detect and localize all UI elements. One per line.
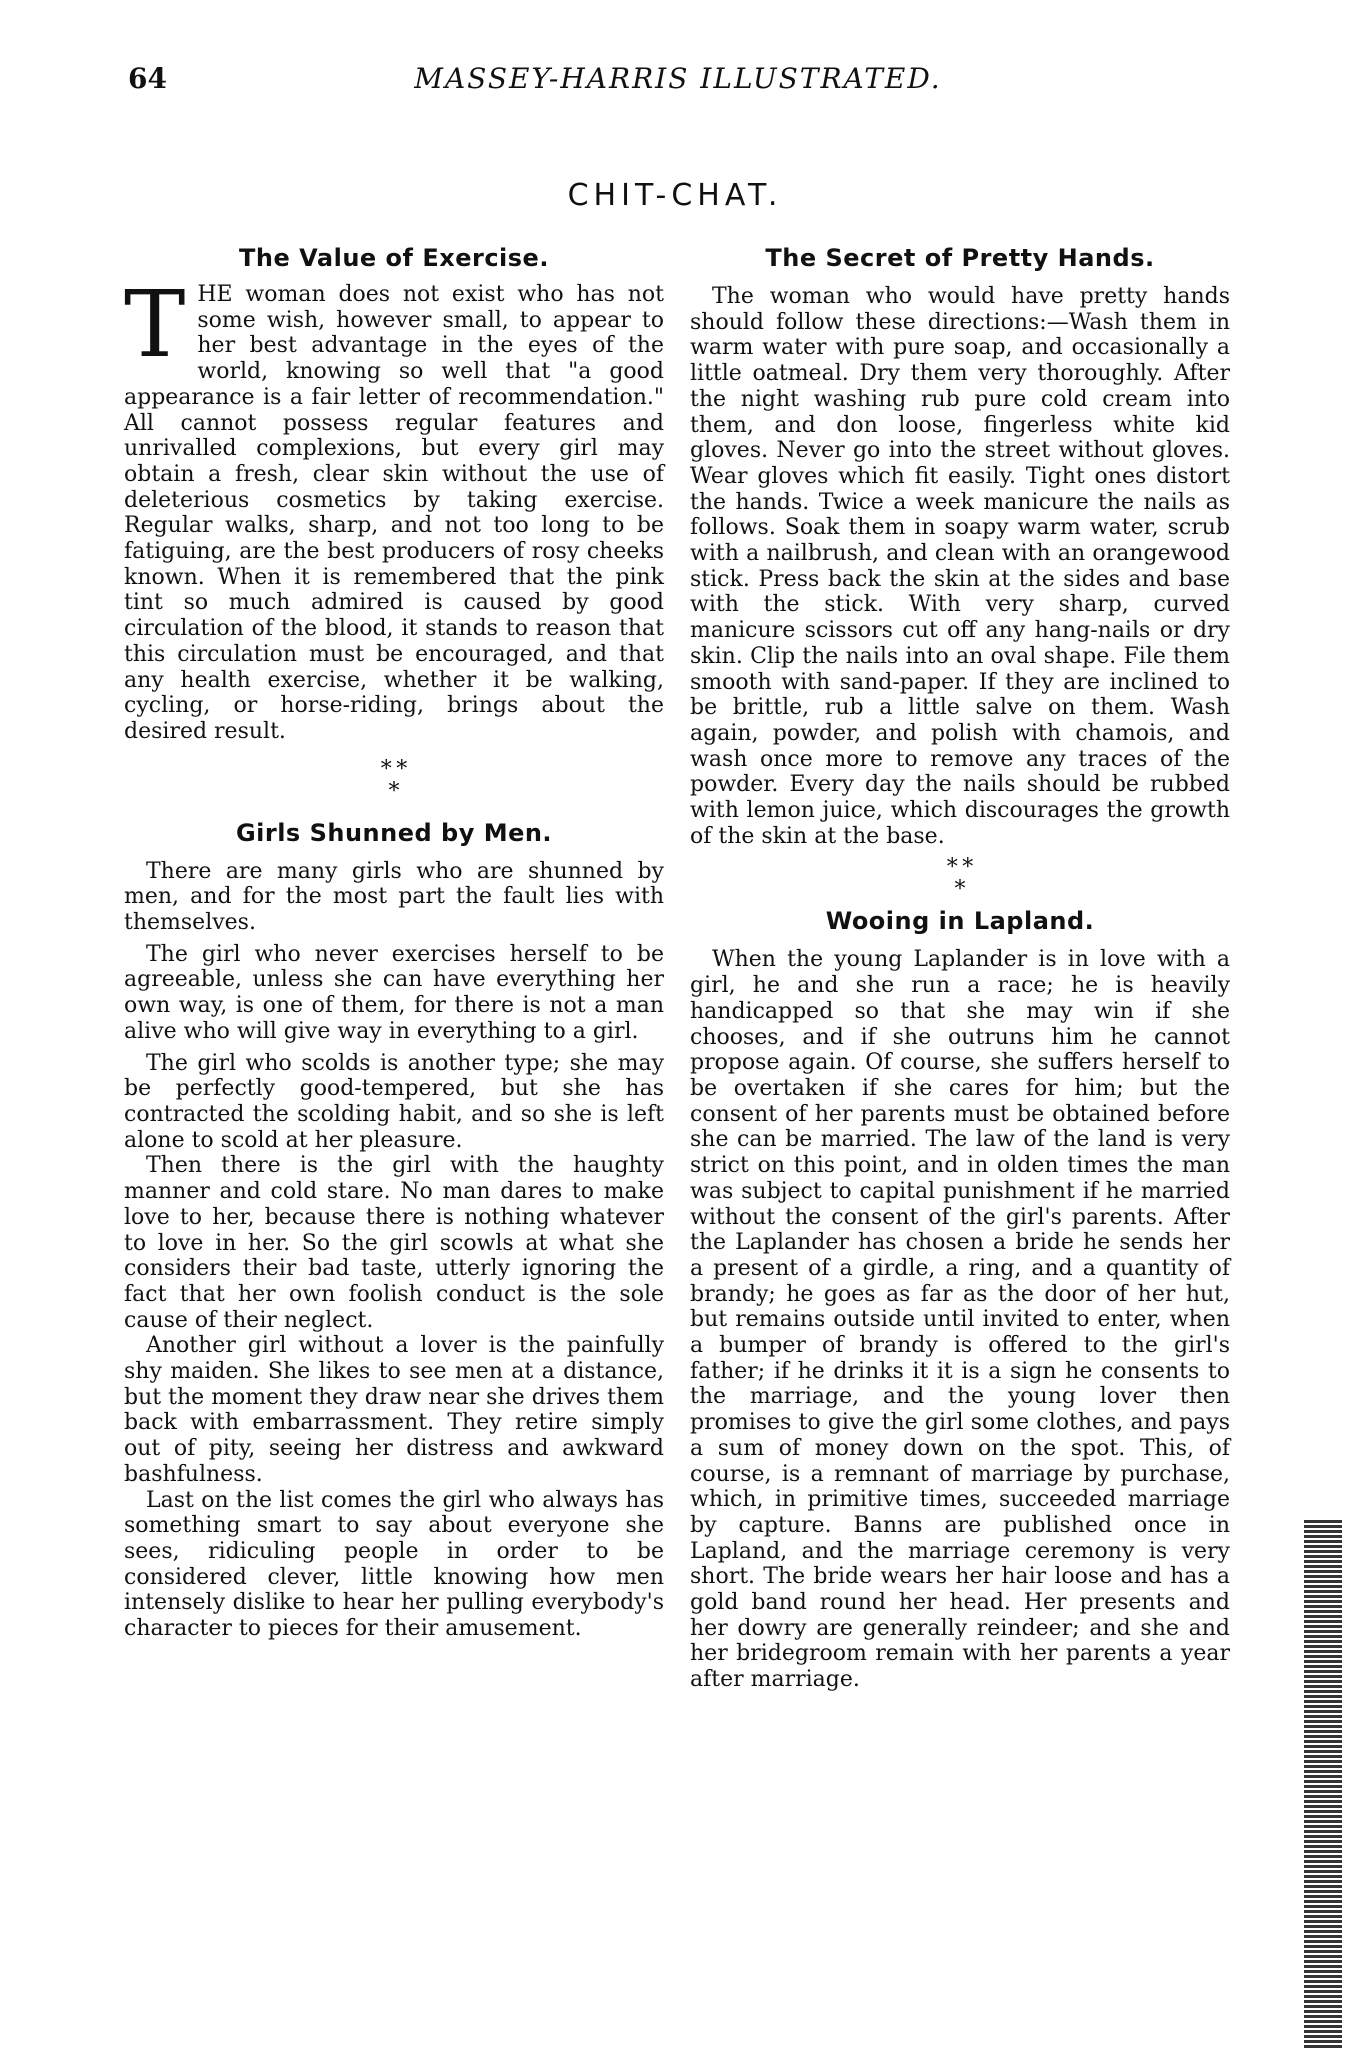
paragraph: The girl who scolds is another type; she may be perfectly good-tempered, but she has contracted the scolding habit, and so she is left alone to scold at her pleasure. bbox=[124, 1050, 664, 1153]
section-title: CHIT-CHAT. bbox=[567, 178, 783, 213]
paragraph: The girl who never exercises herself to be agreeable, unless she can have everything her own way, is one of them, for there is not a man alive who will give way in everything to a girl. bbox=[124, 941, 664, 1044]
paragraph: Then there is the girl with the haughty manner and cold stare. No man dares to make love to her, because there is nothing whatever to love in her. So the girl scowls at what she considers their bad taste, utterly ignoring the fact that her own foolish conduct is the sole cause of their neglect. bbox=[124, 1153, 664, 1333]
article-title-pretty-hands: The Secret of Pretty Hands. bbox=[765, 244, 1155, 272]
paragraph: Another girl without a lover is the painfully shy maiden. She likes to see men at a distance, but the moment they draw near she drives them back with embarrassment. They retire simply out of pity, seeing her distress and awkward bashfulness. bbox=[124, 1333, 664, 1487]
article-title-value-of-exercise: The Value of Exercise. bbox=[239, 244, 549, 272]
asterism-divider: * * * bbox=[946, 855, 974, 903]
paragraph: Last on the list comes the girl who always has something smart to say about everyone she sees, ridiculing people in order to be considered clever, little knowing how men intensely dislike to hear her pulling everybody's character to pieces for their amusement. bbox=[124, 1487, 664, 1642]
paragraph: There are many girls who are shunned by men, and for the most part the fault lies with themselves. bbox=[124, 858, 664, 936]
running-title: MASSEY-HARRIS ILLUSTRATED. bbox=[414, 62, 942, 95]
page-header bbox=[128, 62, 1228, 112]
right-column bbox=[690, 244, 1230, 1693]
article-body-wooing-lapland: When the young Laplander is in love with a girl, he and she run a race; he is heavily handicapped so that she may win if she chooses, and if she outruns him he cannot propose again. Of course, she suffers herself to be overtaken if she cares for him; but the consent of her parents must be obtained before she can be married. The law of the land is very strict on this point, and in olden times the man was subject to capital punishment if he married without the consent of the girl's parents. After the Laplander has chosen a bride he sends her a present of a girdle, a ring, and a quantity of brandy; he goes as far as the door of her hut, but remains outside until invited to enter, when a bumper of brandy is offered to the girl's father; if he drinks it it is a sign he consents to the marriage, and the young lover then promises to give the girl some clothes, and pays a sum of money down on the spot. This, of course, is a remnant of marriage by purchase, which, in primitive times, succeeded marriage by capture. Banns are published once in Lapland, and the marriage ceremony is very short. The bride wears her hair loose and has a gold band round her head. Her presents and her dowry are generally reindeer; and she and her bridegroom remain with her parents a year after marriage. bbox=[690, 947, 1230, 1693]
scan-edge-mark bbox=[1304, 1520, 1342, 2048]
asterism-divider: * * * bbox=[380, 756, 408, 804]
article-body-girls-shunned bbox=[124, 859, 664, 1642]
article-body-value-of-exercise bbox=[124, 271, 664, 745]
lead-paragraph: HE woman does not exist who has not some wish, however small, to appear to her best advantage in the eyes of the world, knowing so well that "a good appearance is a fair letter of recommendation." All cannot possess regular features and unrivalled complexions, but every girl may obtain a fresh, clear skin without the use of deleterious cosmetics by taking exercise. Regular walks, sharp, and not too long to be fatiguing, are the best producers of rosy cheeks known. When it is remembered that the pink tint so much admired is caused by good circulation of the blood, it stands to reason that this circulation must be encouraged, and that any health exercise, whether it be walking, cycling, or horse-riding, brings about the desired result. bbox=[124, 282, 664, 744]
left-column bbox=[124, 244, 664, 1642]
article-title-wooing-lapland: Wooing in Lapland. bbox=[825, 907, 1095, 936]
article-body-pretty-hands: The woman who would have pretty hands should follow these directions:—Wash them in warm water with pure soap, and occasionally a little oatmeal. Dry them very thoroughly. After the night washing rub pure cold cream into them, and don loose, fingerless white kid gloves. Never go into the street without gloves. Wear gloves which fit easily. Tight ones distort the hands. Twice a week manicure the nails as follows. Soak them in soapy warm water, scrub with a nailbrush, and clean with an orangewood stick. Press back the skin at the sides and base with the stick. With very sharp, curved manicure scissors cut off any hang-nails or dry skin. Clip the nails into an oval shape. File them smooth with sand-paper. If they are inclined to be brittle, rub a little salve on them. Wash again, powder, and polish with chamois, and wash once more to remove any traces of the powder. Every day the nails should be rubbed with lemon juice, which discourages the growth of the skin at the base. bbox=[690, 284, 1230, 849]
drop-cap: T bbox=[124, 271, 186, 378]
page-number: 64 bbox=[128, 62, 167, 95]
article-title-girls-shunned: Girls Shunned by Men. bbox=[235, 818, 553, 847]
